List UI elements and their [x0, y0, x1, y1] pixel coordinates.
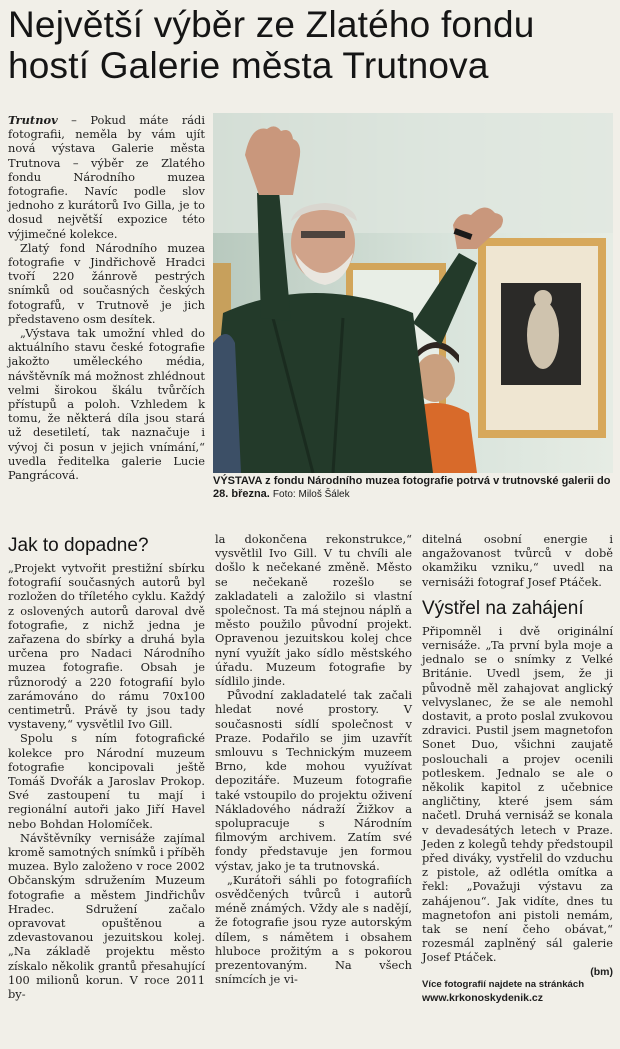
- column-left-bottom: [8, 532, 205, 1001]
- lead-paragraph: [8, 113, 205, 241]
- caption-text: VÝSTAVA z fondu Národního muzea fotografie potrvá v trutnovské galerii do 28. března.: [213, 475, 611, 501]
- headline: Největší výběr ze Zlatého fondu hostí Galerie města Trutnova: [8, 4, 535, 86]
- footnote: Více fotografií najdete na stránkách: [422, 978, 585, 990]
- website-link[interactable]: www.krkonoskydenik.cz: [422, 991, 543, 1004]
- dateline: Trutnov: [8, 113, 58, 127]
- photo-caption: [213, 475, 613, 502]
- paragraph: „Výstava tak umožní vhled do aktuálního stavu české fotografie jakožto uměleckého média, návštěvník má možnost zhlédnout velmi širokou škálu tvůrčích přístupů a poloh. Vzhledem k tomu, že některá díla jsou stará už desetiletí, tak naznačuje i vývoj či posun v jejich vnímání,“ uvedla ředitelka galerie Lucie Pangrácová.: [8, 326, 205, 483]
- lead-text: – Pokud máte rádi fotografii, neměla by vám ujít nová výstava Galerie města Trutnova – výběr ze Zlatého fondu Národního muzea fotografie. Navíc podle slov jednoho z kurátorů Ivo Gilla, je to dosud největší expozice této výjimečné kolekce.: [8, 113, 205, 241]
- column-right: [422, 532, 613, 1005]
- paragraph: Původní zakladatelé tak začali hledat nové prostory. V současnosti sídlí společnost v Praze. Podařilo se jim uzavřít smlouvu s Technickým muzeem Brno, kde mohou využívat depozitáře. Muzeum fotografie také vstoupilo do projektu oživení Nákladového nádraží Žižkov a spolupracuje s Národním filmovým archivem. Zatím své fondy představuje jen formou výstav, jako je ta trutnovská.: [215, 688, 412, 873]
- photo-illustration: [213, 113, 613, 473]
- speaker: [213, 293, 433, 473]
- paragraph: Návštěvníky vernisáže zajímal kromě samotných snímků i příběh muzea. Bylo založeno v roce 2002 Občanským sdružením Muzeum fotografie a městem Jindřichův Hradec. Sdružení začalo opravovat opuštěnou a zdevastovanou jezuitskou kolej. „Na základě projektu město získalo několik grantů přesahující 100 milionů korun. V roce 2011 by-: [8, 830, 205, 1002]
- paragraph: ditelná osobní energie i angažovanost tvůrců v době okamžiku vzniku,“ uvedl na vernisáži fotograf Josef Ptáček.: [422, 532, 613, 589]
- column-middle: [215, 532, 412, 987]
- paragraph: Spolu s ním fotografické kolekce pro Národní muzeum fotografie koncipovali ještě Tomáš Dvořák a Jaroslav Prokop. Své zastoupení tu mají i regionální autoři jako Jiří Havel nebo Bohdan Holomíček.: [8, 731, 205, 831]
- column-left-top: [8, 113, 205, 482]
- section-heading: Jak to dopadne?: [8, 535, 149, 556]
- section-heading: Výstřel na zahájení: [422, 597, 584, 619]
- author-signature: (bm): [590, 965, 613, 978]
- paragraph: Zlatý fond Národního muzea fotografie v Jindřichově Hradci tvoří 220 žánrově pestrých snímků od současných českých fotografů, v Trutnově je jich představeno osm desítek.: [8, 240, 205, 326]
- paragraph: la dokončena rekonstrukce,“ vysvětlil Ivo Gill. V tu chvíli ale došlo k nečekané změně. Město se nečekaně rozešlo se zakladateli a založilo si vlastní společnost. Ta má stejnou náplň a město použilo původní projekt. Opravenou jezuitskou kolej chce nyní využít jako sídlo městského úřadu. Muzeum fotografie by sídlilo jinde.: [215, 532, 412, 689]
- paragraph: „Projekt vytvořit prestižní sbírku fotografií současných autorů byl rozložen do tříletého cyklu. Každý z oslovených autorů daroval dvě fotografie, z nichž jedna je zařazena do sbírky a druhá byla určena pro Nadaci Národního muzea fotografie. Obsah je různorodý a 220 fotografií bylo zarámováno do rámu 70x100 centimetrů. Právě ty jsou tady vystaveny,“ vysvětlil Ivo Gill.: [8, 561, 205, 732]
- photo-credit: Foto: Miloš Šálek: [272, 489, 350, 501]
- exhibition-photo: [213, 113, 613, 473]
- paragraph: Připomněl i dvě originální vernisáže. „Ta první byla moje a jednalo se o snímky z Velké Británie. Uvedl jsem, že ji původně měl zahajovat anglický velvyslanec, že se ale nemohl dostavit, a proto poslal zvukovou zdravici. Pustil jsem magnetofon Sonet Duo, všichni zaujatě poslouchali a projev ocenili potleskem. Jednalo se ale o několik kapitol z učebnice angličtiny, které jsem sám načetl. Druhá vernisáž se konala v devadesátých letech v Praze. Jeden z kolegů tehdy předstoupil před diváky, vystřelil do vzduchu z pistole, až odlétla omítka a řekl: „Považuji výstavu za zahájenou“. Jak vidíte, dnes tu magnetofon ani pistoli nemám, tak se není čeho obávat,“ rozesmál zaplněný sál galerie Josef Ptáček.: [422, 623, 613, 965]
- paragraph: „Kurátoři sáhli po fotografiích osvědčených tvůrců i autorů méně známých. Vždy ale s nadějí, že fotografie jsou ryze autorským dílem, s námětem i obsahem hluboce prožitým a s pokorou prezentovaným. Na všech snímcích je vi-: [215, 872, 412, 987]
